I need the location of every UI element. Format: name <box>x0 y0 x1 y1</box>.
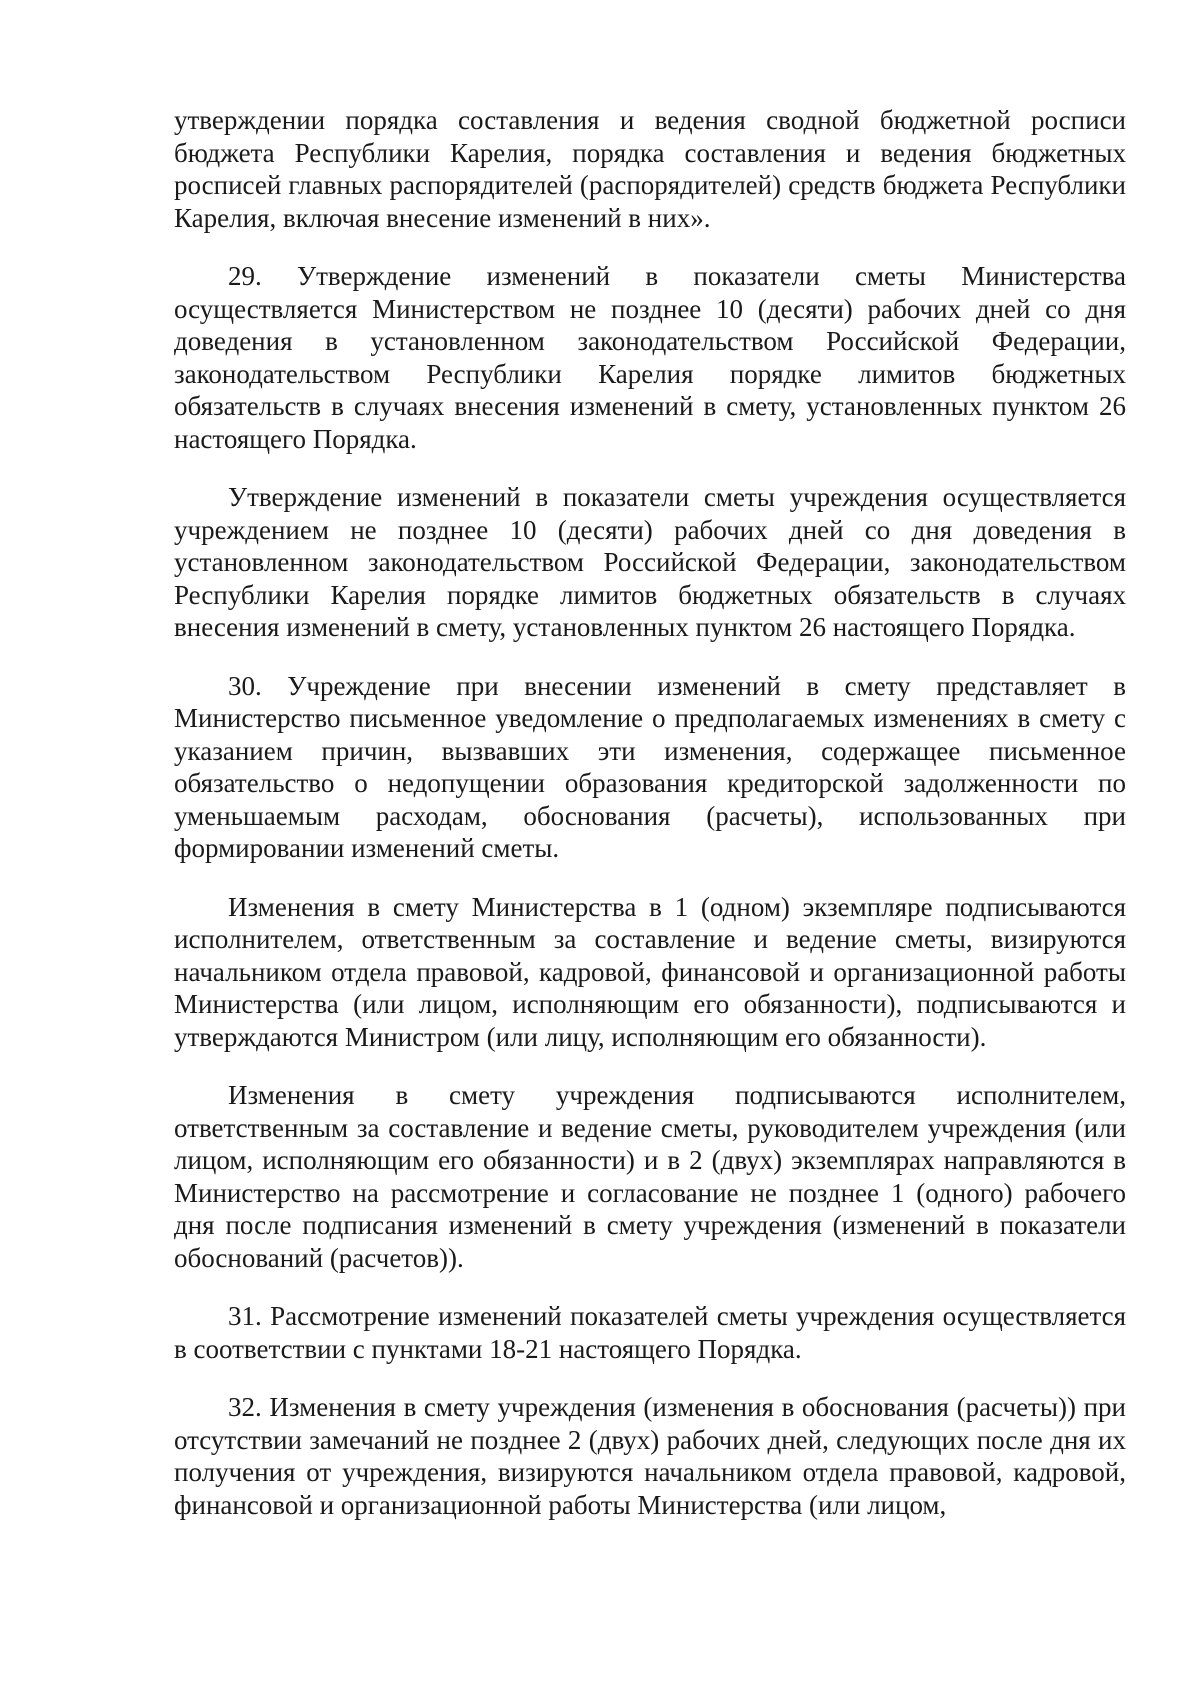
paragraph-item-29: 29. Утверждение изменений в показатели сметы Министерства осуществляется Министерством не позднее 10 (десяти) рабочих дней со дня доведения в установленном законодательством Российской Федерации, законодательством Республики Карелия порядке лимитов бюджетных обязательств в случаях внесения изменений в смету, установленных пунктом 26 настоящего Порядка. <box>174 261 1126 454</box>
paragraph-institution-approval: Утверждение изменений в показатели сметы учреждения осуществляется учреждением не позднее 10 (десяти) рабочих дней со дня доведения в установленном законодательством Российской Федерации, законодательством Республики Карелия порядке лимитов бюджетных обязательств в случаях внесения изменений в смету, установленных пунктом 26 настоящего Порядка. <box>174 482 1126 642</box>
paragraph-continuation: утверждении порядка составления и ведения сводной бюджетной росписи бюджета Республики Карелия, порядка составления и ведения бюджетных росписей главных распорядителей (распорядителей) средств бюджета Республики Карелия, включая внесение изменений в них». <box>174 105 1126 233</box>
paragraph-institution-changes: Изменения в смету учреждения подписываются исполнителем, ответственным за составление и ведение сметы, руководителем учреждения (или лицом, исполняющим его обязанности) и в 2 (двух) экземплярах направляются в Министерство на рассмотрение и согласование не позднее 1 (одного) рабочего дня после подписания изменений в смету учреждения (изменений в показатели обоснований (расчетов)). <box>174 1080 1126 1273</box>
paragraph-ministry-changes: Изменения в смету Министерства в 1 (одном) экземпляре подписываются исполнителем, ответственным за составление и ведение сметы, визируются начальником отдела правовой, кадровой, финансовой и организационной работы Министерства (или лицом, исполняющим его обязанности), подписываются и утверждаются Министром (или лицу, исполняющим его обязанности). <box>174 891 1126 1052</box>
document-body <box>174 104 1126 1521</box>
paragraph-item-30: 30. Учреждение при внесении изменений в смету представляет в Министерство письменное уведомление о предполагаемых изменениях в смету с указанием причин, вызвавших эти изменения, содержащее письменное обязательство о недопущении образования кредиторской задолженности по уменьшаемым расходам, обоснования (расчеты), использованных при формировании изменений сметы. <box>174 670 1126 863</box>
paragraph-item-32: 32. Изменения в смету учреждения (изменения в обоснования (расчеты)) при отсутствии замечаний не позднее 2 (двух) рабочих дней, следующих после дня их получения от учреждения, визируются начальником отдела правовой, кадровой, финансовой и организационной работы Министерства (или лицом, <box>174 1392 1126 1520</box>
paragraph-item-31: 31. Рассмотрение изменений показателей сметы учреждения осуществляется в соответствии с пунктами 18-21 настоящего Порядка. <box>174 1301 1126 1364</box>
